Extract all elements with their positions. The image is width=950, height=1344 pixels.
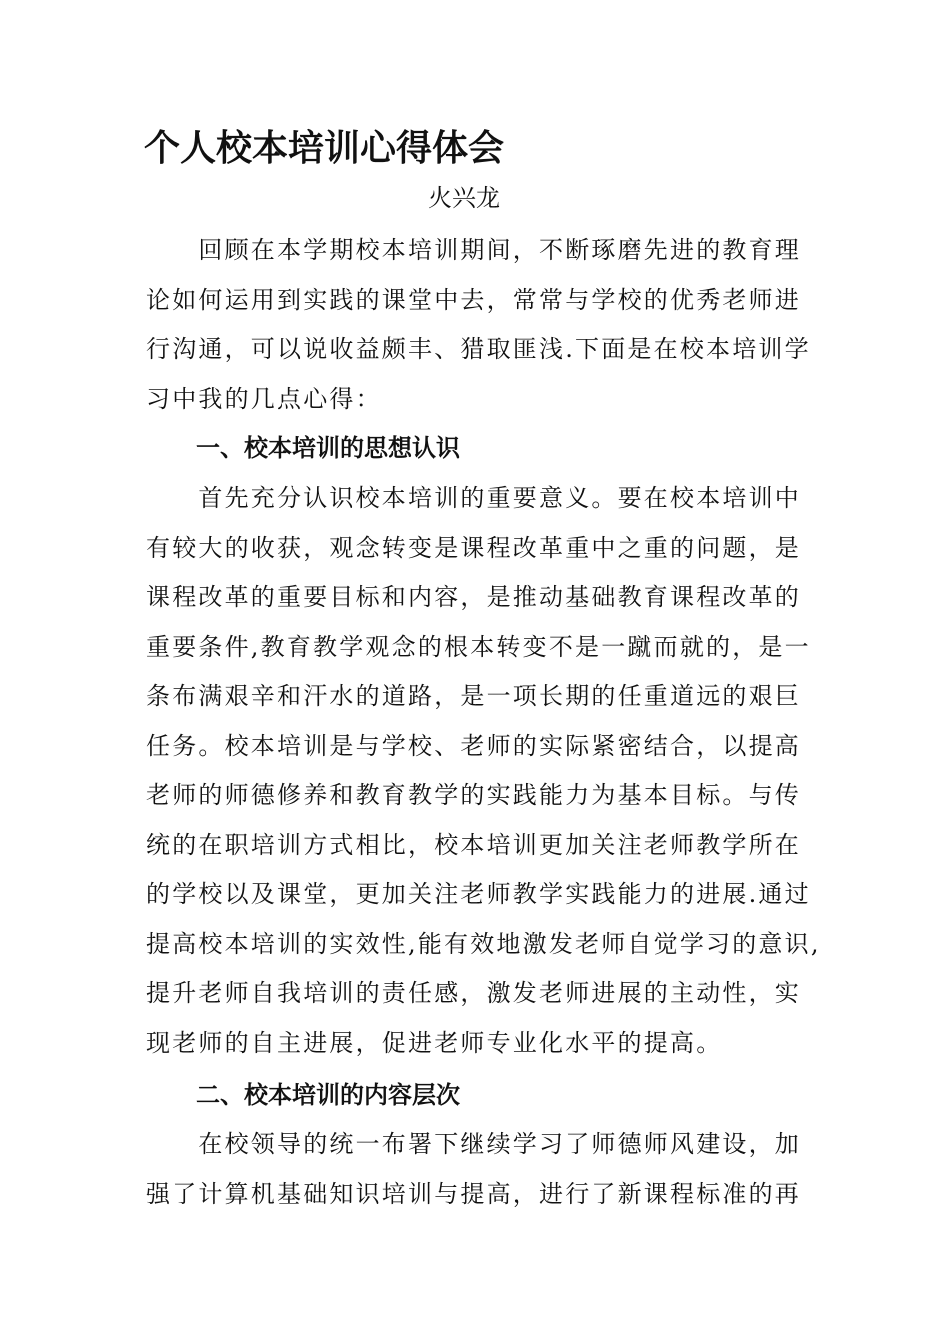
paragraph-line: 老师的师德修养和教育教学的实践能力为基本目标。与传: [146, 781, 801, 809]
paragraph-line: 统的在职培训方式相比，校本培训更加关注老师教学所在: [146, 830, 801, 859]
paragraph-line: 重要条件,教育教学观念的根本转变不是一蹴而就的，是一: [146, 632, 811, 661]
section-heading-1: 一、校本培训的思想认识: [196, 434, 460, 462]
paragraph-line: 强了计算机基础知识培训与提高，进行了新课程标准的再: [146, 1179, 801, 1208]
paragraph-line: 回顾在本学期校本培训期间，不断琢磨先进的教育理: [146, 236, 801, 264]
paragraph-line: 的学校以及课堂，更加关注老师教学实践能力的进展.通过: [146, 880, 811, 908]
paragraph-line: 课程改革的重要目标和内容，是推动基础教育课程改革的: [146, 583, 801, 611]
paragraph-line: 有较大的收获，观念转变是课程改革重中之重的问题，是: [146, 533, 801, 562]
author-name: 火兴龙: [428, 184, 500, 212]
section1-paragraph: [146, 474, 826, 1068]
paragraph-line: 现老师的自主进展，促进老师专业化水平的提高。: [146, 1028, 723, 1057]
intro-paragraph: [146, 226, 826, 424]
paragraph-line: 习中我的几点心得：: [146, 384, 382, 413]
paragraph-line: 首先充分认识校本培训的重要意义。要在校本培训中: [146, 484, 801, 512]
paragraph-line: 条布满艰辛和汗水的道路，是一项长期的任重道远的艰巨: [146, 682, 801, 710]
paragraph-line: 论如何运用到实践的课堂中去，常常与学校的优秀老师进: [146, 285, 801, 314]
document-title: 个人校本培训心得体会: [144, 127, 505, 169]
section-heading-2: 二、校本培训的内容层次: [196, 1081, 460, 1109]
paragraph-line: 行沟通，可以说收益颇丰、猎取匪浅.下面是在校本培训学: [146, 335, 811, 363]
paragraph-line: 提高校本培训的实效性,能有效地激发老师自觉学习的意识,: [146, 929, 821, 958]
section2-paragraph: [146, 1120, 826, 1219]
paragraph-line: 提升老师自我培训的责任感，激发老师进展的主动性，实: [146, 979, 801, 1007]
paragraph-line: 任务。校本培训是与学校、老师的实际紧密结合，以提高: [146, 731, 801, 760]
paragraph-line: 在校领导的统一布署下继续学习了师德师风建设，加: [146, 1130, 801, 1158]
